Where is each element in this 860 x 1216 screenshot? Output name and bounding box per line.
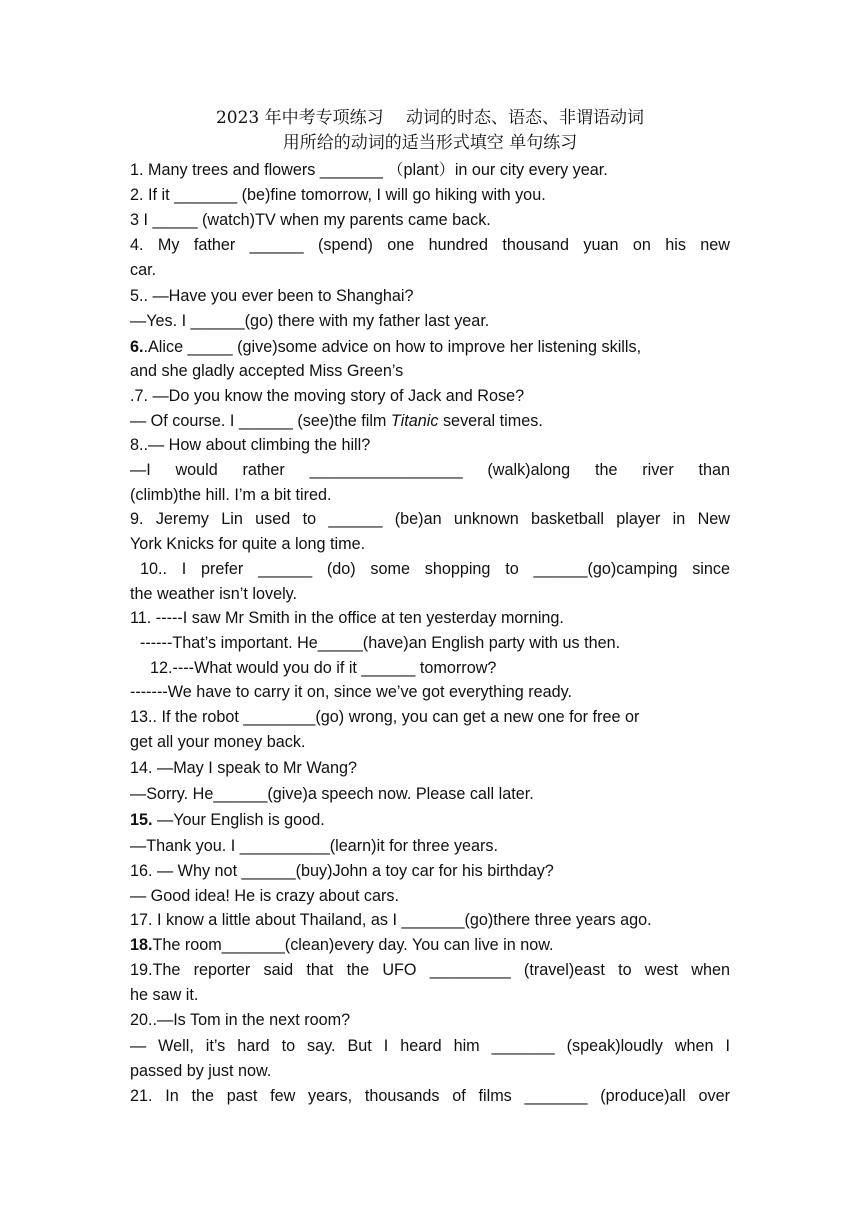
question-number: 6. [130, 338, 144, 356]
exercise-line: —I would rather _________________ (walk)along the river than [130, 461, 730, 479]
exercise-line: —Yes. I ______(go) there with my father last year. [130, 312, 490, 330]
worksheet-subtitle: 用所给的动词的适当形式填空 单句练习 [282, 133, 578, 153]
exercise-line: 19.The reporter said that the UFO _________ (travel)east to west when [130, 961, 730, 979]
exercise-line: passed by just now. [130, 1062, 272, 1080]
exercise-line: -------We have to carry it on, since we’ve got everything ready. [130, 683, 573, 701]
exercise-line: 10.. I prefer ______ (do) some shopping to ______(go)camping since [140, 560, 730, 578]
exercise-line: 14. —May I speak to Mr Wang? [130, 759, 358, 777]
film-title: Titanic [390, 412, 439, 430]
exercise-line [130, 409, 730, 433]
exercise-line: (climb)the hill. I’m a bit tired. [130, 486, 332, 504]
exercise-line: 3 I _____ (watch)TV when my parents came back. [130, 211, 491, 229]
exercise-line: .7. —Do you know the moving story of Jack and Rose? [130, 387, 525, 405]
exercise-line: get all your money back. [130, 733, 306, 751]
question-number: 18. [130, 936, 153, 954]
exercise-text: —Your English is good. [152, 811, 325, 829]
exercise-line: — Well, it’s hard to say. But I heard him _______ (speak)loudly when I [130, 1037, 730, 1055]
exercise-line: and she gladly accepted Miss Green’s [130, 362, 404, 380]
exercise-line [130, 808, 730, 832]
question-number: 15. [130, 811, 153, 829]
exercise-line: the weather isn’t lovely. [130, 585, 298, 603]
exercise-line: 4. My father ______ (spend) one hundred thousand yuan on his new [130, 236, 730, 254]
exercise-line: 1. Many trees and flowers _______ （plant）in our city every year. [130, 161, 608, 179]
exercise-line: he saw it. [130, 986, 199, 1004]
exercise-line: York Knicks for quite a long time. [130, 535, 366, 553]
exercise-text: — Of course. I ______ (see)the film [130, 412, 391, 430]
exercise-line [130, 933, 730, 957]
exercise-line [130, 335, 730, 359]
exercise-line: 12.----What would you do if it ______ tomorrow? [150, 659, 497, 677]
exercise-line: —Thank you. I __________(learn)it for three years. [130, 837, 499, 855]
exercise-line: 21. In the past few years, thousands of films _______ (produce)all over [130, 1087, 730, 1105]
exercise-line: —Sorry. He______(give)a speech now. Please call later. [130, 785, 534, 803]
worksheet-title: 2023 年中考专项练习 动词的时态、语态、非谓语动词 [215, 108, 645, 128]
exercise-line: 17. I know a little about Thailand, as I _______(go)there three years ago. [130, 911, 652, 929]
exercise-line: car. [130, 261, 157, 279]
exercise-line: 20..—Is Tom in the next room? [130, 1011, 351, 1029]
exercise-text: The room_______(clean)every day. You can live in now. [152, 936, 554, 954]
exercise-line: ------That’s important. He_____(have)an English party with us then. [140, 634, 621, 652]
exercise-line: 16. — Why not ______(buy)John a toy car for his birthday? [130, 862, 554, 880]
exercise-text: .Alice _____ (give)some advice on how to improve her listening skills, [143, 338, 642, 356]
exercise-line: 9. Jeremy Lin used to ______ (be)an unknown basketball player in New [130, 510, 730, 528]
exercise-line: 8..— How about climbing the hill? [130, 436, 371, 454]
exercise-line: 11. -----I saw Mr Smith in the office at ten yesterday morning. [130, 609, 564, 627]
exercise-line: — Good idea! He is crazy about cars. [130, 887, 400, 905]
exercise-line: 5.. —Have you ever been to Shanghai? [130, 287, 414, 305]
exercise-text: several times. [438, 412, 543, 430]
exercise-line: 13.. If the robot ________(go) wrong, you can get a new one for free or [130, 708, 640, 726]
exercise-line: 2. If it _______ (be)fine tomorrow, I will go hiking with you. [130, 186, 546, 204]
